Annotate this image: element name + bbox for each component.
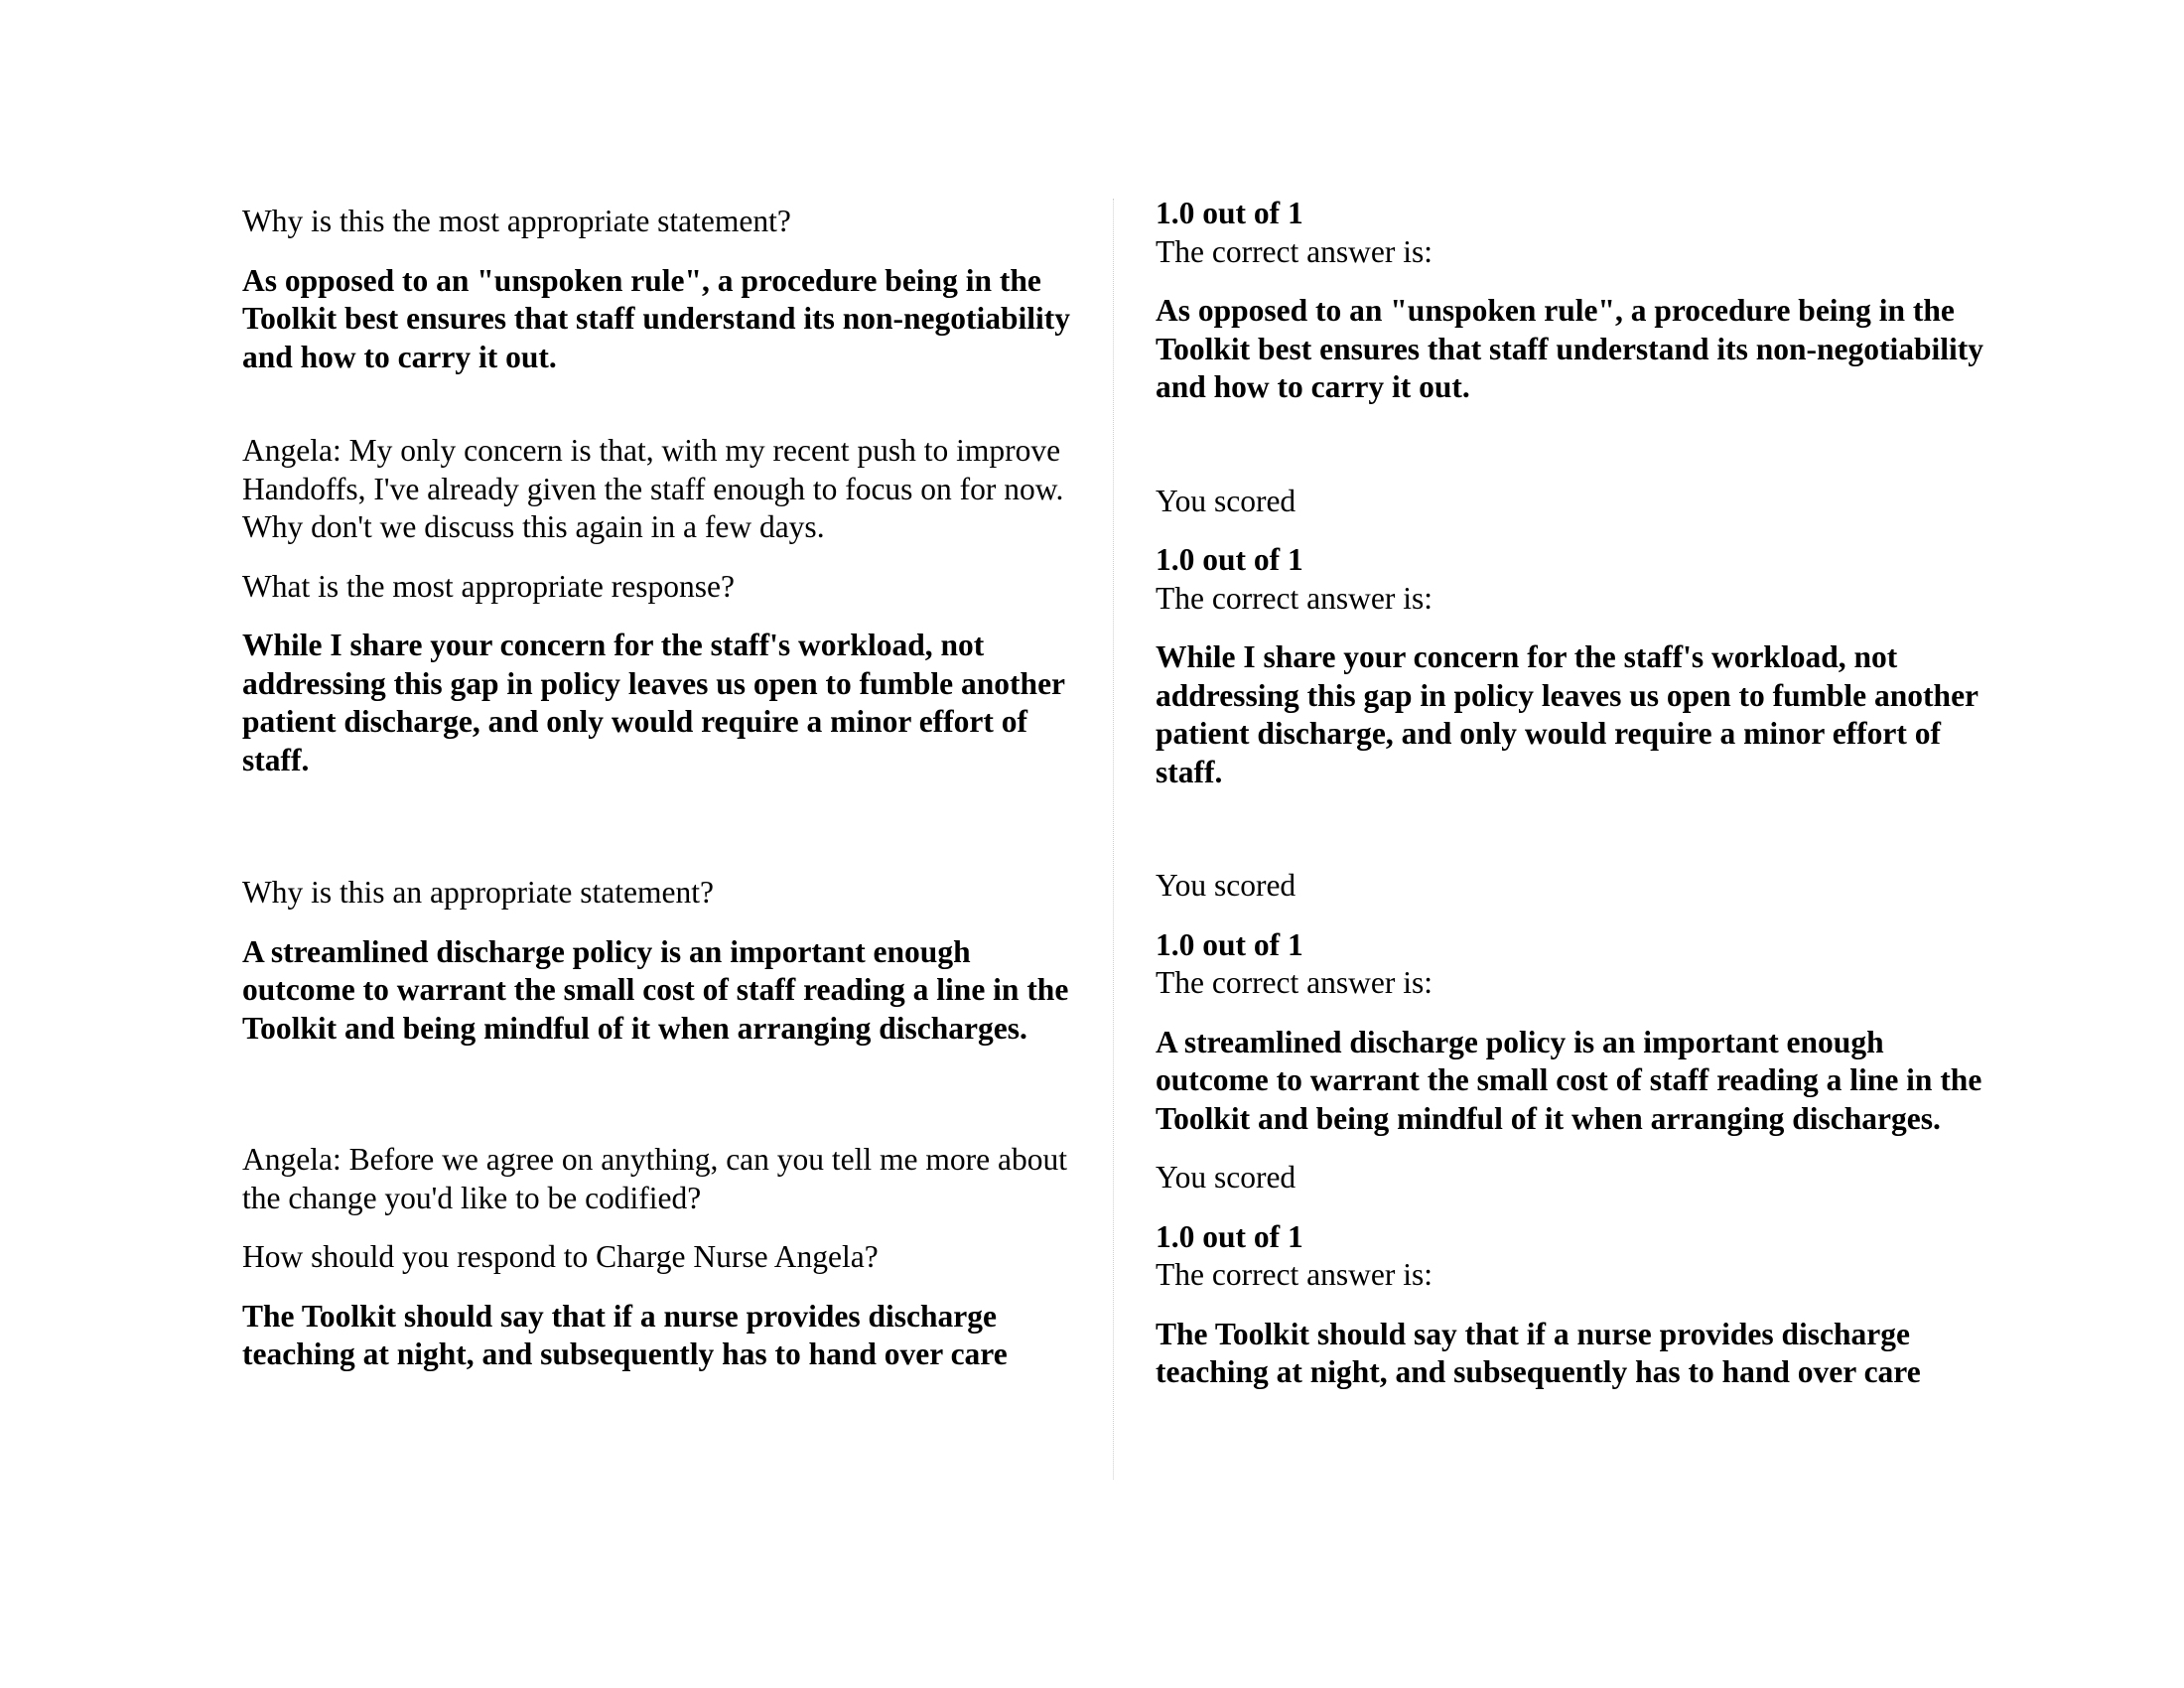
question-prompt-2: What is the most appropriate response? [242,568,735,604]
correct-answer-3: A streamlined discharge policy is an important enough outcome to warrant the small cost of staff reading a line in the Toolkit and being mindful of it when arranging discharges. [1156,1024,1982,1136]
correct-answer-2: While I share your concern for the staff's workload, not addressing this gap in policy leaves us open to fumble another patient discharge, and only would require a minor effort of staff. [1156,639,1979,789]
angela-statement-1: Angela: My only concern is that, with my recent push to improve Handoffs, I've already given the staff enough to focus on for now. Why don't we discuss this again in a few days. [242,433,1064,544]
correct-answer-4: The Toolkit should say that if a nurse provides discharge teaching at night, and subsequently has to hand over care [1156,1316,1921,1389]
you-scored-3: You scored [1156,868,1297,903]
score-2: 1.0 out of 1 [1156,542,1303,577]
correct-answer-label-4: The correct answer is: [1156,1257,1433,1292]
correct-answer-label-3: The correct answer is: [1156,965,1433,1000]
question-prompt-3: Why is this an appropriate statement? [242,875,714,910]
selected-answer-2: While I share your concern for the staff's workload, not addressing this gap in policy leaves us open to fumble another patient discharge, and only would require a minor effort of staff. [242,628,1065,777]
you-scored-2: You scored [1156,483,1297,518]
question-prompt-1: Why is this the most appropriate statement? [242,204,791,238]
question-column [242,203,1076,1374]
feedback-column [1156,195,1989,1392]
correct-answer-1: As opposed to an "unspoken rule", a procedure being in the Toolkit best ensures that staff understand its non-negotiability and how to carry it out. [1156,293,1983,404]
column-divider [1113,199,1114,1479]
correct-answer-label-2: The correct answer is: [1156,580,1433,616]
you-scored-4: You scored [1156,1160,1297,1195]
question-prompt-4: How should you respond to Charge Nurse Angela? [242,1239,879,1274]
score-3: 1.0 out of 1 [1156,926,1303,962]
angela-statement-2: Angela: Before we agree on anything, can you tell me more about the change you'd like to be codified? [242,1142,1067,1215]
selected-answer-3: A streamlined discharge policy is an important enough outcome to warrant the small cost of staff reading a line in the Toolkit and being mindful of it when arranging discharges. [242,933,1069,1046]
score-4: 1.0 out of 1 [1156,1218,1303,1254]
score-1: 1.0 out of 1 [1156,196,1303,230]
correct-answer-label-1: The correct answer is: [1156,233,1433,269]
selected-answer-4: The Toolkit should say that if a nurse provides discharge teaching at night, and subsequently has to hand over care [242,1298,1008,1371]
selected-answer-1: As opposed to an "unspoken rule", a procedure being in the Toolkit best ensures that staff understand its non-negotiability and how to carry it out. [242,262,1070,374]
